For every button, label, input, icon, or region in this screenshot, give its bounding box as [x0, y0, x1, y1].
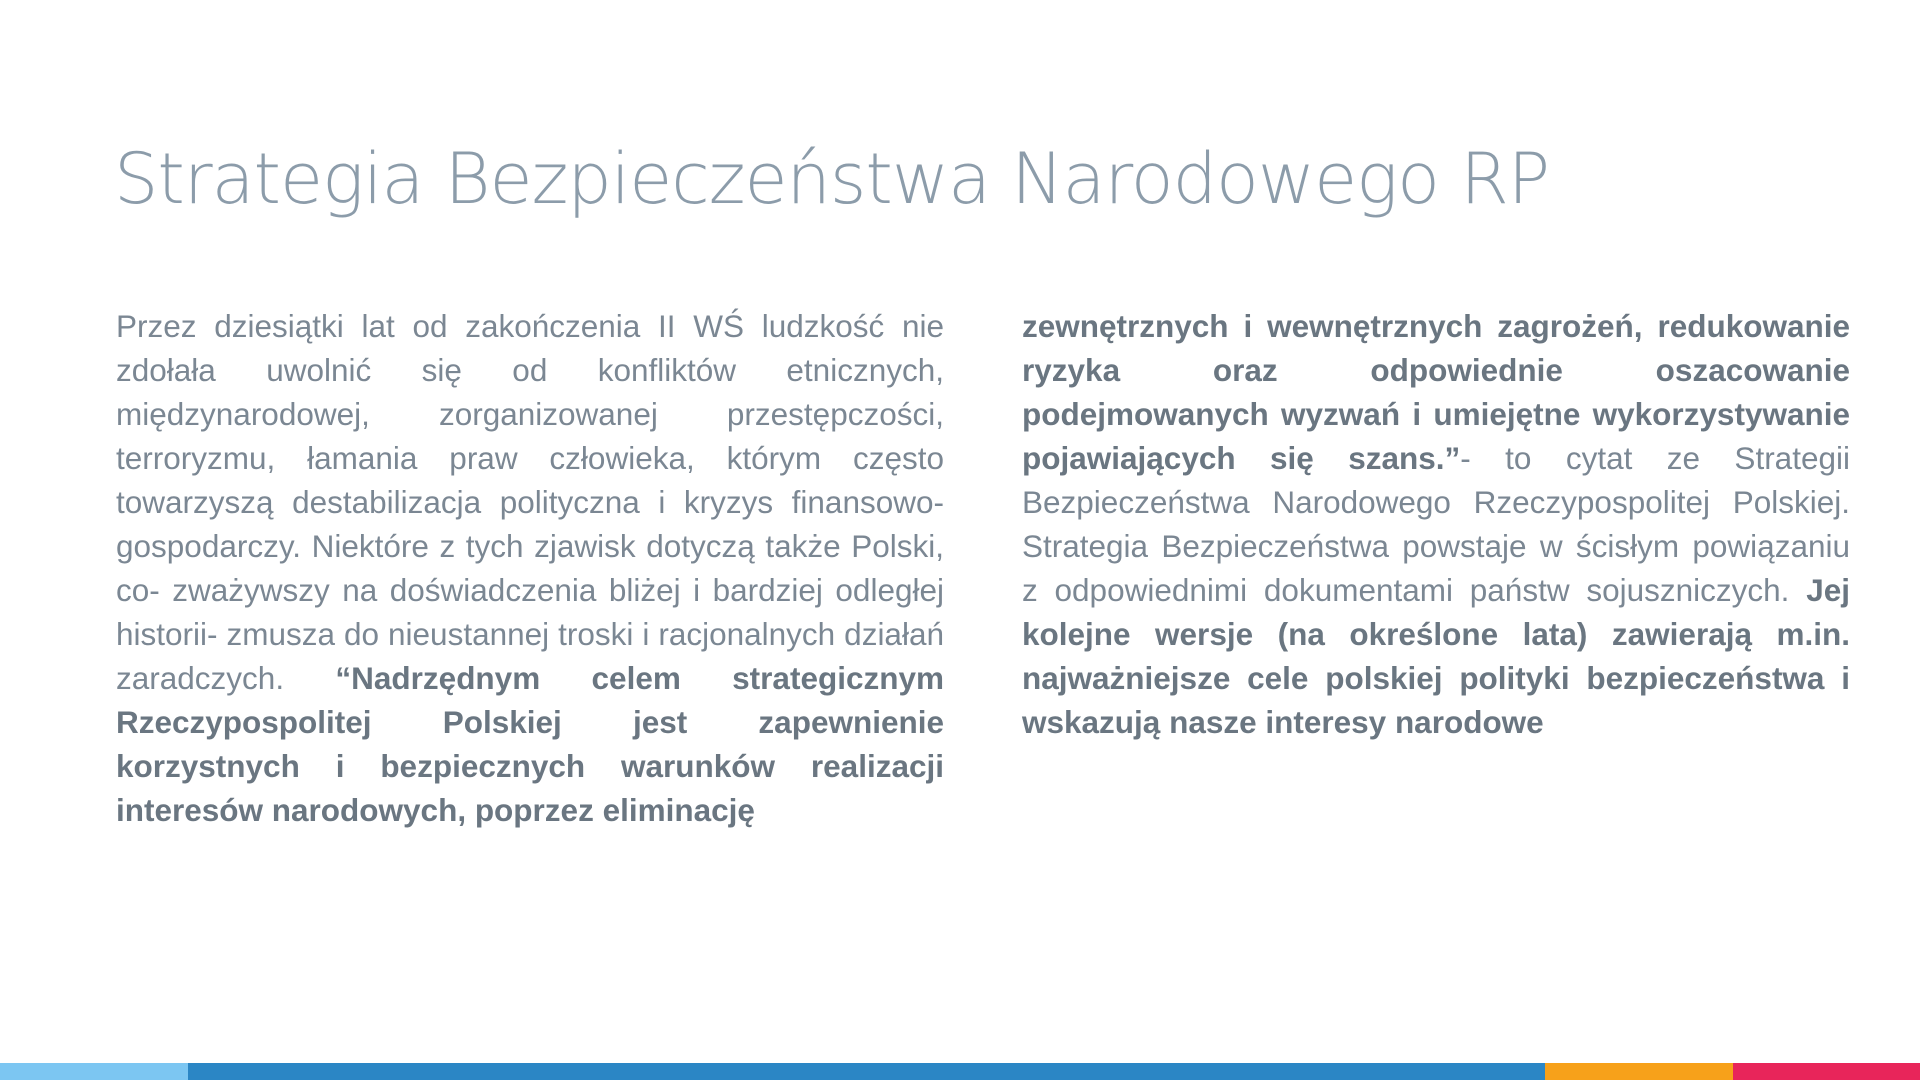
bar-segment-light-blue — [0, 1063, 188, 1080]
right-paragraph — [1022, 304, 1850, 744]
strategy-quote-start: “Nadrzędnym celem strategicznym Rzeczypospolitej Polskiej jest zapewnienie korzystnych i bezpiecznych warunków realizacji interesów narodowych, poprzez eliminację — [116, 660, 944, 828]
right-text-column — [1022, 304, 1850, 744]
bar-segment-red — [1733, 1063, 1920, 1080]
strategy-quote-end: zewnętrznych i wewnętrznych zagrożeń, redukowanie ryzyka oraz odpowiednie oszacowanie podejmowanych wyzwań i umiejętne wykorzystywanie pojawiających się szans.” — [1022, 308, 1850, 476]
slide-title: Strategia Bezpieczeństwa Narodowego RP — [114, 138, 1550, 220]
bar-segment-blue — [188, 1063, 1545, 1080]
bottom-color-bar — [0, 1063, 1920, 1080]
intro-text: Przez dziesiątki lat od zakończenia II WŚ ludzkość nie zdołała uwolnić się od konfliktów etnicznych, międzynarodowej, zorganizowanej przestępczości, terroryzmu, łamania praw człowieka, którym często towarzyszą destabilizacja polityczna i kryzys finansowo- gospodarczy. Niektóre z tych zjawisk dotyczą także Polski, co- zważywszy na doświadczenia bliżej i bardziej odległej historii- zmusza do nieustannej troski i racjonalnych działań zaradczych. — [116, 308, 944, 696]
bar-segment-orange — [1545, 1063, 1733, 1080]
quote-source-text: - to cytat ze Strategii Bezpieczeństwa Narodowego Rzeczypospolitej Polskiej. Strategia Bezpieczeństwa powstaje w ścisłym powiązaniu z odpowiednimi dokumentami państw sojuszniczych. — [1022, 440, 1850, 608]
strategy-versions-text: Jej kolejne wersje (na określone lata) zawierają m.in. najważniejsze cele polskiej polityki bezpieczeństwa i wskazują nasze interesy narodowe — [1022, 572, 1850, 740]
left-paragraph — [116, 304, 944, 832]
left-text-column — [116, 304, 944, 832]
